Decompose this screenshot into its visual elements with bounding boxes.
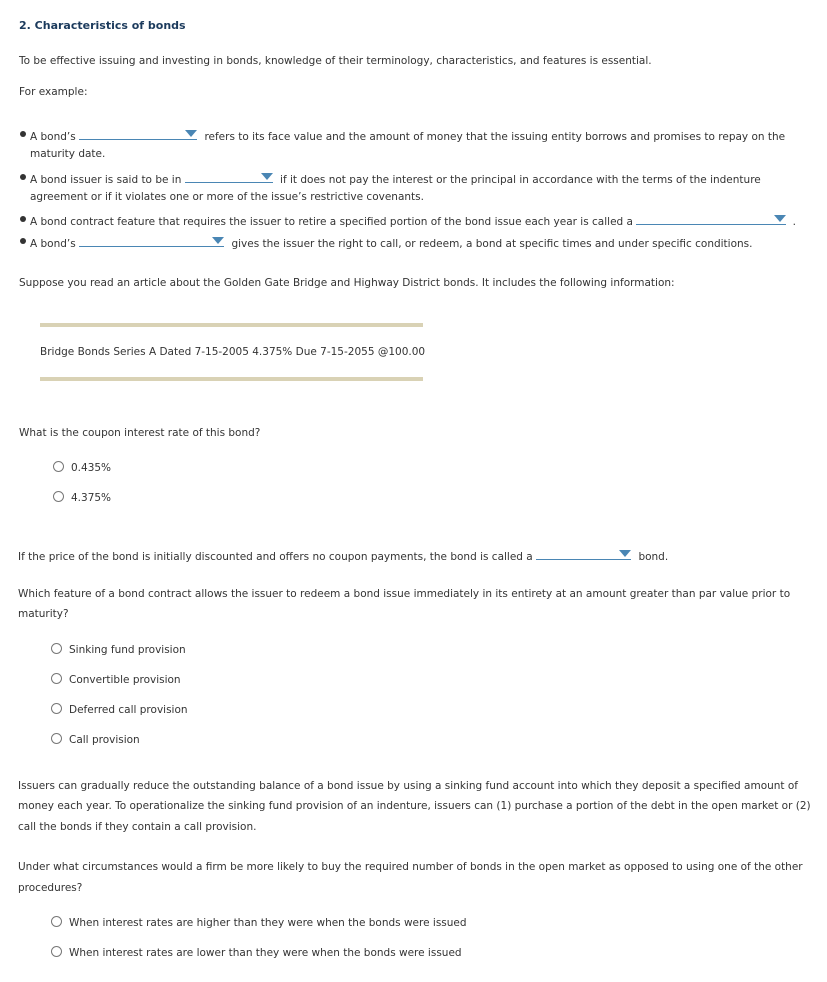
- bullet-3-post: .: [792, 216, 796, 228]
- q3-option-4-radio[interactable]: [51, 733, 62, 744]
- for-example-label: For example:: [19, 86, 88, 98]
- bullet-4-pre: A bond’s: [30, 238, 76, 250]
- q3-option-4-label[interactable]: Call provision: [69, 734, 140, 746]
- bullet-1-pre: A bond’s: [30, 131, 76, 143]
- bullet-4-post: gives the issuer the right to call, or redeem, a bond at specific times and under specific conditions.: [231, 238, 753, 250]
- q3-option-1-label[interactable]: Sinking fund provision: [69, 644, 186, 656]
- q4-option-2-label[interactable]: When interest rates are lower than they were when the bonds were issued: [69, 947, 462, 959]
- q4-option-1-label[interactable]: When interest rates are higher than they were when the bonds were issued: [69, 917, 467, 929]
- bullet-2-post: if it does not pay the interest or the principal in accordance with the terms of the indenture: [280, 174, 761, 186]
- bullet-2-pre: A bond issuer is said to be in: [30, 174, 182, 186]
- q3-question-line-2: maturity?: [18, 608, 69, 620]
- q1-question: What is the coupon interest rate of this bond?: [19, 427, 261, 439]
- q2-dropdown[interactable]: [536, 547, 631, 560]
- q2-pre: If the price of the bond is initially discounted and offers no coupon payments, the bond is called a: [18, 551, 533, 563]
- sinking-fund-line-1: Issuers can gradually reduce the outstanding balance of a bond issue by using a sinking fund account into which they deposit a specified amount of: [18, 780, 798, 792]
- q3-question-line-1: Which feature of a bond contract allows the issuer to redeem a bond issue immediately in its entirety at an amount greater than par value prior to: [18, 588, 791, 600]
- q4-question-line-1: Under what circumstances would a firm be more likely to buy the required number of bonds in the open market as opposed to using one of the other: [18, 861, 803, 873]
- intro-text: To be effective issuing and investing in bonds, knowledge of their terminology, characteristics, and features is essential.: [19, 55, 652, 67]
- q2-line: [18, 547, 668, 563]
- q3-option-1-radio[interactable]: [51, 643, 62, 654]
- page-title: 2. Characteristics of bonds: [19, 19, 186, 32]
- q1-option-2-label[interactable]: 4.375%: [71, 492, 112, 504]
- q1-option-1-label[interactable]: 0.435%: [71, 462, 112, 474]
- dropdown-arrow-icon: [261, 173, 273, 180]
- q3-option-2-label[interactable]: Convertible provision: [69, 674, 181, 686]
- bullet-dot: [20, 131, 26, 137]
- bond-info: Bridge Bonds Series A Dated 7-15-2005 4.375% Due 7-15-2055 @100.00: [40, 346, 426, 358]
- bullet-4-line: [30, 234, 752, 250]
- article-intro: Suppose you read an article about the Golden Gate Bridge and Highway District bonds. It includes the following information:: [19, 277, 675, 289]
- bullet-2-cont: agreement or if it violates one or more of the issue’s restrictive covenants.: [30, 191, 424, 203]
- q3-option-3-radio[interactable]: [51, 703, 62, 714]
- bottom-divider: [40, 377, 423, 381]
- q4-option-2-radio[interactable]: [51, 946, 62, 957]
- sinking-fund-line-3: call the bonds if they contain a call provision.: [18, 821, 257, 833]
- dropdown-arrow-icon: [185, 130, 197, 137]
- top-divider: [40, 323, 423, 327]
- bullet-3-dropdown[interactable]: [636, 212, 786, 225]
- bullet-3-pre: A bond contract feature that requires the issuer to retire a specified portion of the bond issue each year is called a: [30, 216, 633, 228]
- bullet-dot: [20, 174, 26, 180]
- bullet-1-post: refers to its face value and the amount of money that the issuing entity borrows and promises to repay on the: [204, 131, 786, 143]
- bullet-3-line: [30, 212, 796, 228]
- bullet-2-line: [30, 170, 761, 186]
- sinking-fund-line-2: money each year. To operationalize the sinking fund provision of an indenture, issuers can (1) purchase a portion of the debt in the open market or (2): [18, 800, 811, 812]
- bullet-dot: [20, 238, 26, 244]
- q4-option-1-radio[interactable]: [51, 916, 62, 927]
- bullet-1-line: [30, 127, 785, 143]
- bullet-dot: [20, 216, 26, 222]
- bullet-2-dropdown[interactable]: [185, 170, 273, 183]
- bullet-4-dropdown[interactable]: [79, 234, 224, 247]
- q3-option-2-radio[interactable]: [51, 673, 62, 684]
- q2-post: bond.: [638, 551, 669, 563]
- q3-option-3-label[interactable]: Deferred call provision: [69, 704, 188, 716]
- dropdown-arrow-icon: [774, 215, 786, 222]
- q4-question-line-2: procedures?: [18, 882, 83, 894]
- dropdown-arrow-icon: [619, 550, 631, 557]
- q1-option-1-radio[interactable]: [53, 461, 64, 472]
- dropdown-arrow-icon: [212, 237, 224, 244]
- bullet-1-dropdown[interactable]: [79, 127, 197, 140]
- q1-option-2-radio[interactable]: [53, 491, 64, 502]
- bullet-1-cont: maturity date.: [30, 148, 106, 160]
